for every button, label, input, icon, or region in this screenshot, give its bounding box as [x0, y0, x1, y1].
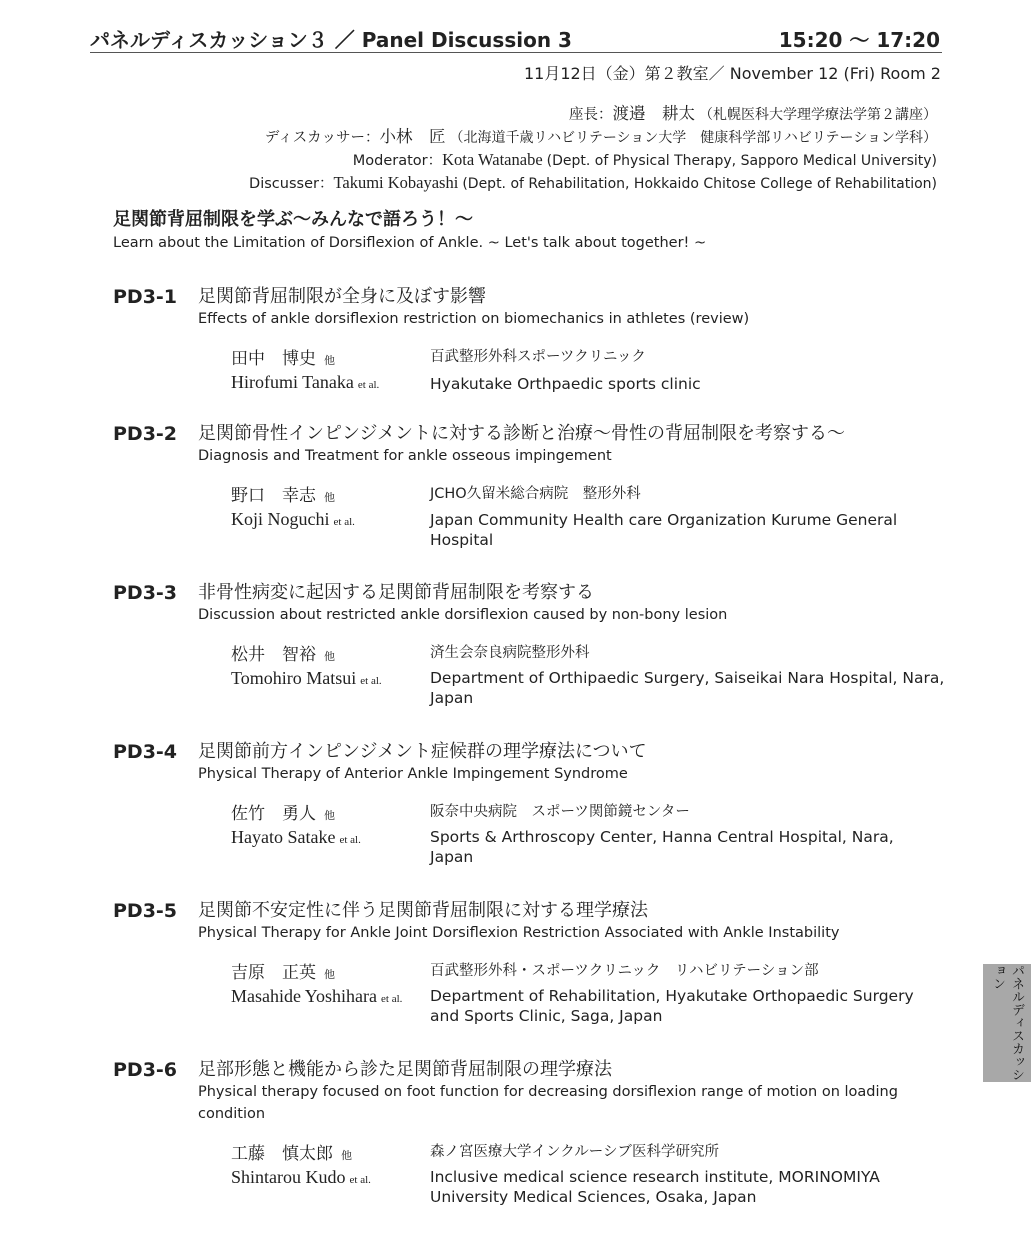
author-name-en: Koji Noguchi et al.: [231, 509, 355, 529]
institution-jp: 百武整形外科・スポーツクリニック リハビリテーション部: [430, 963, 819, 979]
section-side-tab: [983, 964, 1031, 1082]
author-name-jp: 田中 博史 他: [231, 349, 335, 368]
author-name-en: Shintarou Kudo et al.: [231, 1167, 371, 1187]
presentation-title-en: Physical Therapy for Ankle Joint Dorsiflexion Restriction Associated with Ankle Instability: [198, 925, 840, 941]
author-name-jp: 松井 智裕 他: [231, 645, 335, 664]
side-tab-label: パネルディスカッション: [990, 964, 1024, 1081]
presentation-title-jp: 足関節前方インピンジメント症候群の理学療法について: [198, 741, 647, 762]
chairs-block: [249, 102, 937, 194]
chair-name: Kota Watanabe: [442, 150, 543, 169]
chair-affiliation: （北海道千歳リハビリテーション大学 健康科学部リハビリテーション学科）: [449, 130, 937, 146]
presentation-item: [113, 739, 948, 879]
theme-title-jp: 足関節背屈制限を学ぶ～みんなで語ろう！～: [113, 209, 473, 230]
chair-line: [249, 171, 937, 194]
chair-role: Discusser：: [249, 176, 334, 192]
institution-jp: JCHO久留米総合病院 整形外科: [430, 486, 641, 502]
theme-title-en: Learn about the Limitation of Dorsiflexion of Ankle. ~ Let's talk about together! ~: [113, 235, 707, 251]
presentation-item: [113, 284, 948, 404]
author-name-jp: 吉原 正英 他: [231, 963, 335, 982]
presentation-number: PD3-6: [113, 1059, 178, 1081]
presentation-number: PD3-1: [113, 286, 178, 308]
presentation-number: PD3-3: [113, 582, 178, 604]
chair-role: ディスカッサー：: [264, 130, 380, 146]
presentation-title-jp: 非骨性病変に起因する足関節背屈制限を考察する: [198, 582, 594, 603]
institution-jp: 阪奈中央病院 スポーツ関節鏡センター: [430, 804, 690, 820]
presentation-item: [113, 421, 948, 561]
session-theme: [113, 207, 706, 253]
author-name-en: Masahide Yoshihara et al.: [231, 986, 403, 1006]
chair-role: Moderator：: [352, 153, 443, 169]
presentation-title-en: Physical Therapy of Anterior Ankle Impingement Syndrome: [198, 766, 628, 782]
institution-en: Department of Orthipaedic Surgery, Saiseikai Nara Hospital, Nara, Japan: [430, 669, 945, 707]
institution-jp: 森ノ宮医療大学インクルーシブ医科学研究所: [430, 1144, 719, 1160]
institution-jp: 百武整形外科スポーツクリニック: [430, 349, 646, 365]
presentation-title-en: Diagnosis and Treatment for ankle osseous impingement: [198, 448, 612, 464]
page-header: [90, 22, 942, 53]
session-time: 15:20 ～ 17:20: [778, 28, 940, 52]
presentation-title-en: Effects of ankle dorsiflexion restriction on biomechanics in athletes (review): [198, 311, 750, 327]
institution-en: Sports & Arthroscopy Center, Hanna Central Hospital, Nara, Japan: [430, 828, 894, 866]
institution-en: Department of Rehabilitation, Hyakutake Orthopaedic Surgery and Sports Clinic, Saga, Japan: [430, 987, 914, 1025]
presentation-number: PD3-2: [113, 423, 178, 445]
presentation-title-jp: 足部形態と機能から診た足関節背屈制限の理学療法: [198, 1059, 612, 1080]
chair-name: 小林 匠: [379, 127, 446, 146]
author-name-jp: 野口 幸志 他: [231, 486, 335, 505]
presentation-title-jp: 足関節骨性インピンジメントに対する診断と治療～骨性の背屈制限を考察する～: [198, 423, 846, 444]
chair-line: [249, 125, 937, 148]
session-title: パネルディスカッション３ ／ Panel Discussion 3: [90, 28, 572, 52]
chair-line: [249, 148, 937, 171]
session-date-room: 11月12日（金）第２教室／ November 12 (Fri) Room 2: [523, 64, 941, 83]
institution-en: Japan Community Health care Organization Kurume General Hospital: [430, 511, 898, 549]
chair-affiliation: (Dept. of Physical Therapy, Sapporo Medical University): [546, 153, 937, 169]
author-name-jp: 佐竹 勇人 他: [231, 804, 335, 823]
institution-en: Hyakutake Orthpaedic sports clinic: [430, 375, 701, 393]
presentation-title-en: Discussion about restricted ankle dorsiflexion caused by non-bony lesion: [198, 607, 728, 623]
chair-name: 渡邉 耕太: [612, 104, 695, 123]
author-name-en: Tomohiro Matsui et al.: [231, 668, 382, 688]
chair-line: [249, 102, 937, 125]
author-name-jp: 工藤 慎太郎 他: [231, 1144, 352, 1163]
presentation-item: [113, 580, 948, 720]
presentation-item: [113, 1057, 948, 1217]
presentation-number: PD3-4: [113, 741, 178, 763]
chair-affiliation: (Dept. of Rehabilitation, Hokkaido Chitose College of Rehabilitation): [462, 176, 937, 192]
presentation-number: PD3-5: [113, 900, 178, 922]
institution-jp: 済生会奈良病院整形外科: [430, 645, 590, 661]
chair-role: 座長：: [569, 107, 613, 123]
author-name-en: Hayato Satake et al.: [231, 827, 361, 847]
author-name-en: Hirofumi Tanaka et al.: [231, 372, 380, 392]
chair-affiliation: （札幌医科大学理学療法学第２講座）: [699, 107, 937, 123]
institution-en: Inclusive medical science research institute, MORINOMIYA University Medical Sciences, Osaka, Japan: [430, 1168, 880, 1206]
presentation-title-jp: 足関節背屈制限が全身に及ぼす影響: [198, 286, 486, 307]
presentation-title-en: Physical therapy focused on foot function for decreasing dorsiflexion range of motion on loading condition: [198, 1084, 898, 1122]
presentation-title-jp: 足関節不安定性に伴う足関節背屈制限に対する理学療法: [198, 900, 648, 921]
presentation-item: [113, 898, 948, 1038]
chair-name: Takumi Kobayashi: [333, 173, 459, 192]
